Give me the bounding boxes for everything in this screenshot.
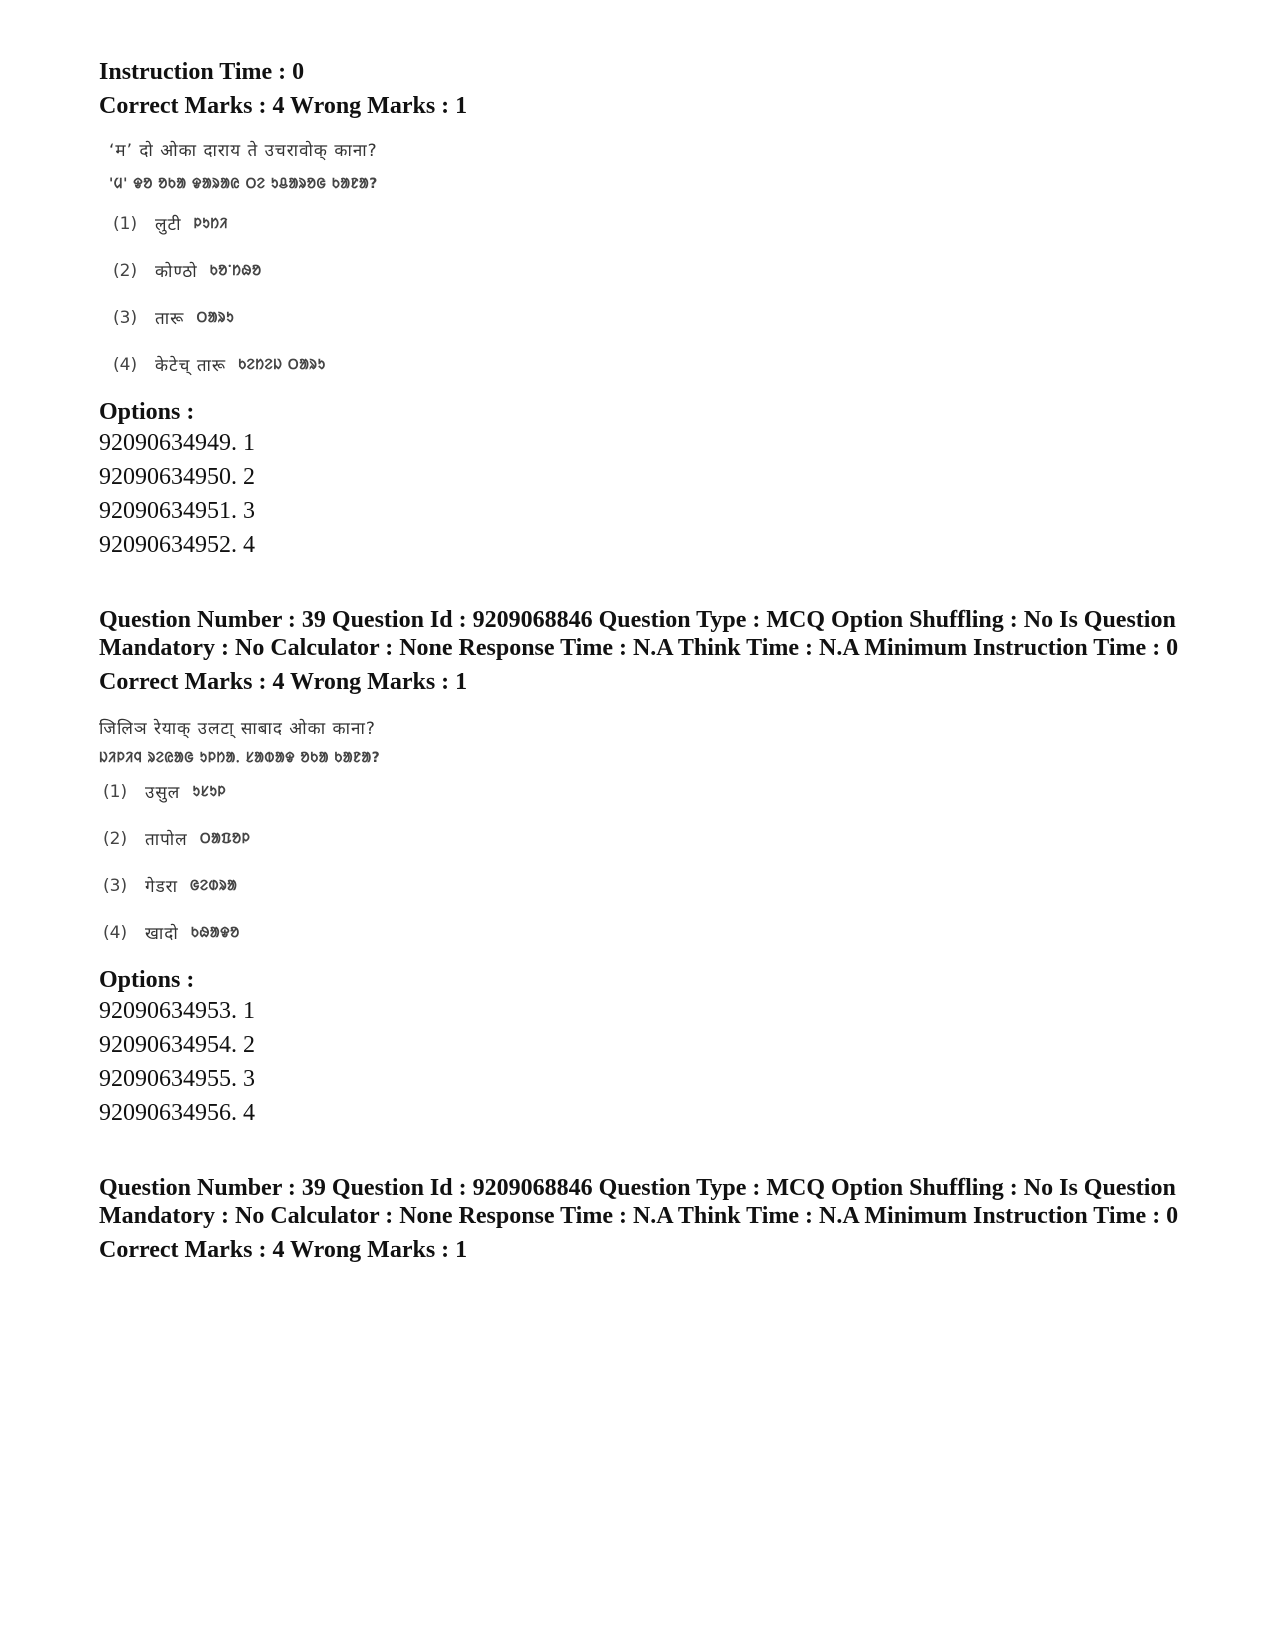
option-row: 92090634953. 1 <box>99 998 255 1024</box>
marks-line: Correct Marks : 4 Wrong Marks : 1 <box>99 669 468 695</box>
question-text-hindi: ‘म’ दो ओका दाराय ते उचरावोक् काना? <box>109 140 378 161</box>
question-header: Question Number : 39 Question Id : 9209068846 Question Type : MCQ Option Shuffling : No Is Question Mandatory : No Calculator : None Response Time : N.A Think Time : N.A Minimum Instruction Time : 0 <box>99 607 1179 661</box>
option-row: 92090634955. 3 <box>99 1066 255 1092</box>
document-page <box>99 58 1189 1264</box>
choice-item: (2) कोण्ठो ᱠᱚᱸᱴᱷᱚ <box>113 260 262 282</box>
question-block-2 <box>99 606 1189 1130</box>
marks-line: Correct Marks : 4 Wrong Marks : 1 <box>99 93 468 119</box>
option-row: 92090634951. 3 <box>99 498 255 524</box>
marks-line: Correct Marks : 4 Wrong Marks : 1 <box>99 1237 468 1263</box>
choice-item: (2) तापोल ᱛᱟᱯᱚᱞ <box>103 828 251 850</box>
question-text-olchiki: ᱡᱤᱞᱤᱧ ᱨᱮᱭᱟᱜ ᱩᱞᱴᱟᱹ ᱥᱟᱵᱟᱫ ᱚᱠᱟ ᱠᱟᱱᱟ? <box>99 749 381 766</box>
question-image <box>99 708 1189 956</box>
option-row: 92090634952. 4 <box>99 532 255 558</box>
choice-item: (3) गेडरा ᱜᱮᱰᱨᱟ <box>103 875 238 897</box>
options-label: Options : <box>99 399 195 425</box>
choice-item: (3) तारू ᱛᱟᱨᱩ <box>113 307 235 329</box>
option-row: 92090634949. 1 <box>99 430 255 456</box>
question-text-olchiki: 'ᱢ' ᱫᱚ ᱚᱠᱟ ᱫᱟᱨᱟᱭ ᱛᱮ ᱩᱪᱟᱨᱚᱜ ᱠᱟᱱᱟ? <box>109 175 378 192</box>
question-block-1 <box>99 58 1189 562</box>
choice-item: (4) खादो ᱠᱷᱟᱫᱚ <box>103 922 240 944</box>
instruction-time: Instruction Time : 0 <box>99 59 305 85</box>
options-label: Options : <box>99 967 195 993</box>
option-row: 92090634956. 4 <box>99 1100 255 1126</box>
question-block-3 <box>99 1174 1189 1264</box>
choice-item: (1) उसुल ᱩᱥᱩᱞ <box>103 781 226 803</box>
choice-item: (1) लुटी ᱞᱩᱴᱤ <box>113 213 228 235</box>
option-row: 92090634950. 2 <box>99 464 255 490</box>
question-image <box>99 132 1189 388</box>
question-header: Question Number : 39 Question Id : 9209068846 Question Type : MCQ Option Shuffling : No Is Question Mandatory : No Calculator : None Response Time : N.A Think Time : N.A Minimum Instruction Time : 0 <box>99 1175 1179 1229</box>
question-text-hindi: जिलिञ रेयाक् उलटा् साबाद ओका काना? <box>99 718 376 739</box>
option-row: 92090634954. 2 <box>99 1032 255 1058</box>
choice-item: (4) केटेच् तारू ᱠᱮᱴᱮᱡ ᱛᱟᱨᱩ <box>113 354 326 376</box>
